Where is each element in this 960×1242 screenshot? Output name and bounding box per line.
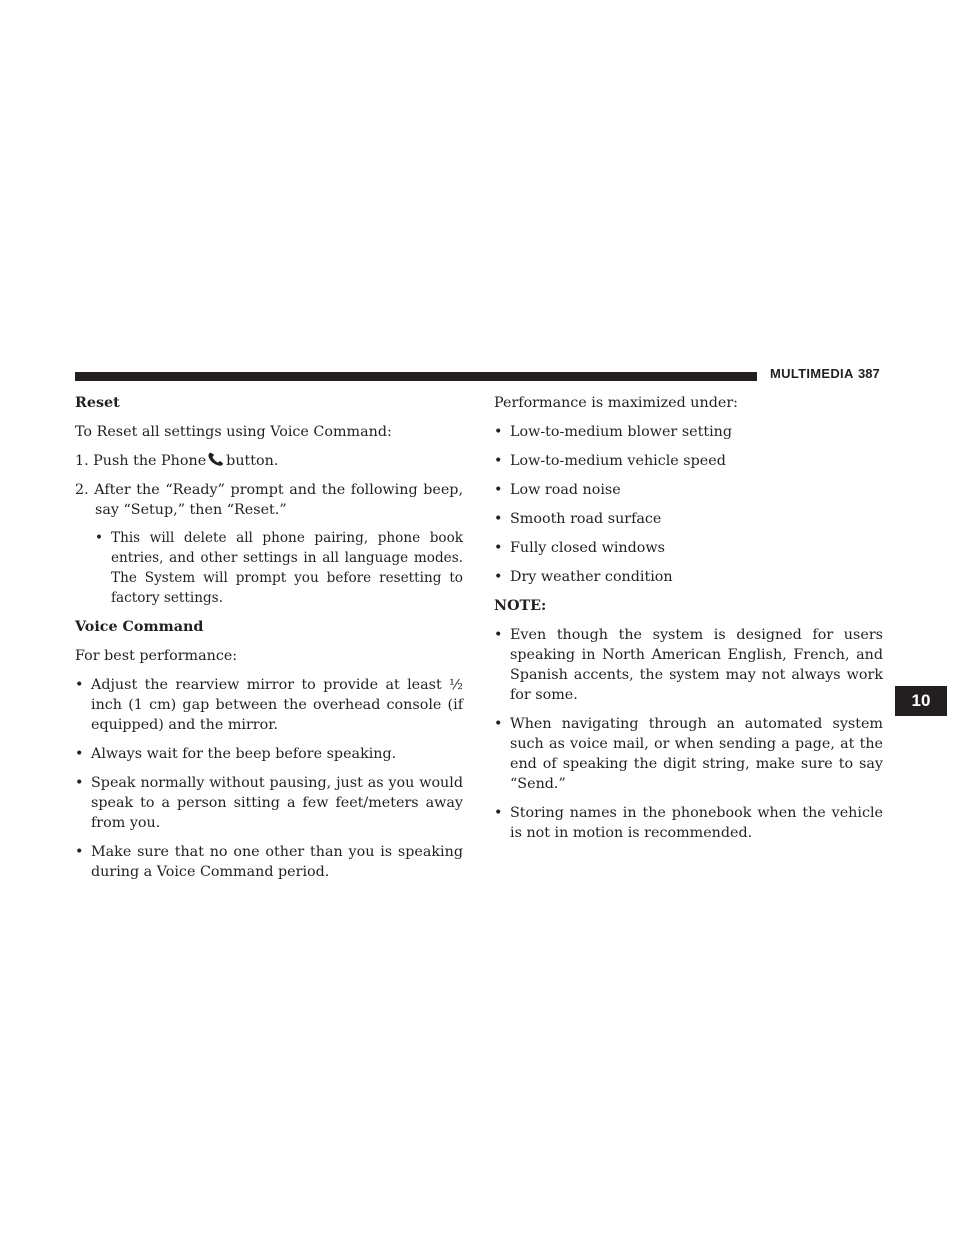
list-item-text: Adjust the rearview mirror to provide at least ½ inch (1 cm) gap between the overhead console (if equipped) and the mirror. (91, 677, 463, 733)
bullet-glyph: • (494, 482, 503, 498)
bullet-glyph: • (75, 677, 84, 693)
list-item-text: Even though the system is designed for users speaking in North American English, French, and Spanish accents, the system may not always work for some. (510, 627, 883, 703)
left-column (75, 393, 463, 882)
list-item-text: Always wait for the beep before speaking. (91, 746, 397, 762)
bullet-glyph: • (494, 805, 503, 821)
bullet-glyph: • (75, 844, 84, 860)
reset-step-2-sub-bullet (75, 528, 463, 608)
list-item (494, 803, 883, 843)
header-section-title: MULTIMEDIA (770, 366, 854, 381)
list-item (75, 675, 463, 735)
list-item-text: Low-to-medium vehicle speed (510, 453, 726, 469)
note-heading: NOTE: (494, 598, 547, 614)
bullet-glyph: • (494, 627, 503, 643)
voice-command-heading: Voice Command (75, 619, 204, 635)
list-item (494, 538, 883, 558)
list-item (494, 451, 883, 471)
list-item-text: Smooth road surface (510, 511, 662, 527)
list-item (75, 744, 463, 764)
bullet-glyph: • (494, 453, 503, 469)
performance-intro: Performance is maximized under: (494, 395, 738, 411)
step1-text-after: button. (226, 453, 279, 469)
list-item (494, 625, 883, 705)
list-item-text: When navigating through an automated system such as voice mail, or when sending a page, at the end of speaking the digit string, make sure to say “Send.” (510, 716, 883, 792)
list-item (494, 714, 883, 794)
list-item-text: Speak normally without pausing, just as you would speak to a person sitting a few feet/meters away from you. (91, 775, 463, 831)
phone-icon (206, 451, 226, 467)
reset-step-2: 2. After the “Ready” prompt and the following beep, say “Setup,” then “Reset.” (75, 482, 463, 518)
list-item (75, 842, 463, 882)
right-column (494, 393, 883, 843)
reset-intro: To Reset all settings using Voice Command: (75, 424, 392, 440)
voice-command-intro: For best performance: (75, 648, 238, 664)
bullet-glyph: • (494, 511, 503, 527)
list-item (494, 509, 883, 529)
reset-heading: Reset (75, 395, 120, 411)
list-item-text: Low-to-medium blower setting (510, 424, 733, 440)
bullet-glyph: • (494, 424, 503, 440)
list-item (494, 480, 883, 500)
step1-text-before: 1. Push the Phone (75, 453, 207, 469)
list-item-text: Low road noise (510, 482, 621, 498)
list-item (75, 773, 463, 833)
bullet-glyph: • (494, 716, 503, 732)
list-item-text: Fully closed windows (510, 540, 665, 556)
bullet-glyph: • (75, 775, 84, 791)
list-item (494, 567, 883, 587)
list-item-text: Make sure that no one other than you is speaking during a Voice Command period. (91, 844, 463, 880)
header-bar (75, 372, 757, 381)
reset-step-1 (75, 451, 463, 471)
bullet-glyph: • (75, 746, 84, 762)
header-page-number: 387 (858, 366, 880, 381)
bullet-glyph: • (95, 530, 104, 546)
list-item-text: Storing names in the phonebook when the vehicle is not in motion is recommended. (510, 805, 883, 841)
chapter-tab: 10 (895, 686, 947, 716)
list-item-text: Dry weather condition (510, 569, 673, 585)
sub-bullet-text: This will delete all phone pairing, phone book entries, and other settings in all language modes. The System will prompt you before resetting to factory settings. (111, 530, 463, 606)
bullet-glyph: • (494, 540, 503, 556)
bullet-glyph: • (494, 569, 503, 585)
list-item (494, 422, 883, 442)
